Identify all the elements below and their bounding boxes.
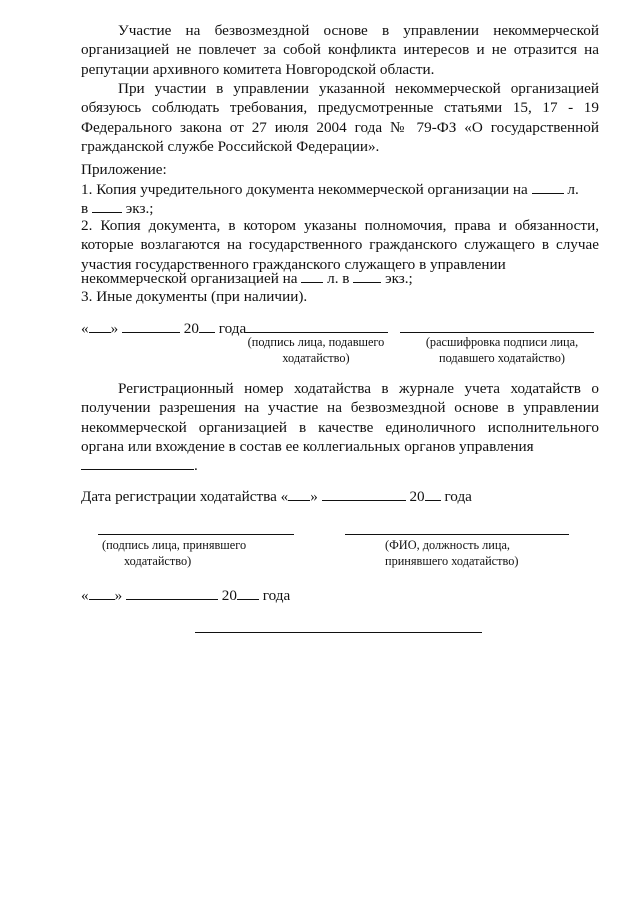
receiver-name-caption: (ФИО, должность лица, принявшего ходатайство)	[385, 538, 519, 568]
attachment-item-3: 3. Иные документы (при наличии).	[81, 288, 308, 305]
bottom-signature-line[interactable]	[195, 632, 482, 633]
reg-month-blank[interactable]	[322, 486, 406, 501]
applicant-signature-caption: (подпись лица, подавшего ходатайство)	[247, 335, 385, 365]
doc-copies-blank[interactable]	[353, 268, 381, 283]
final-day-blank[interactable]	[89, 585, 115, 600]
attachment-item-1: 1. Копия учредительного документа некоммерческой организации на л.	[81, 181, 579, 198]
paragraph-no-conflict: Участие на безвозмездной основе в управлении некоммерческой организацией не повлечет за собой конфликта интересов и не отразится на репутации архивного комитета Новгородской области.	[81, 22, 599, 78]
registration-number-blank[interactable]	[81, 455, 194, 470]
year-blank[interactable]	[199, 318, 215, 333]
final-date-line: « » 20 года	[81, 587, 291, 604]
attachment-item-2: 2. Копия документа, в котором указаны полномочия, права и обязанности, которые возлагаются на государственного гражданского служащего в случае участия государственного гражданского служащего в управлении	[81, 217, 599, 273]
receiver-signature-caption: (подпись лица, принявшего ходатайство)	[102, 538, 247, 568]
paragraph-obligation: При участии в управлении указанной некоммерческой организацией обязуюсь соблюдать требования, предусмотренные статьями 15, 17 - 19 Федерального закона от 27 июля 2004 года № 79-ФЗ «О государственной гражданской службе Российской Федерации».	[81, 80, 599, 155]
applicant-signature-line[interactable]	[245, 332, 388, 333]
final-month-blank[interactable]	[126, 585, 218, 600]
receiver-signature-line[interactable]	[98, 534, 294, 535]
signature-decoding-caption: (расшифровка подписи лица, подавшего ходатайство)	[425, 335, 579, 365]
reg-year-blank[interactable]	[425, 486, 441, 501]
attachment-item-1-copies: в экз.;	[81, 200, 154, 217]
registration-number-line: .	[81, 455, 198, 475]
signature-decoding-line[interactable]	[400, 332, 594, 333]
month-blank[interactable]	[122, 318, 180, 333]
reg-day-blank[interactable]	[288, 486, 310, 501]
registration-date-line: Дата регистрации ходатайства « » 20 года	[81, 488, 472, 505]
applicant-date-line: « » 20 года	[81, 320, 247, 337]
attachment-item-2-end: некоммерческой организацией на л. в экз.;	[81, 270, 413, 287]
receiver-name-line[interactable]	[345, 534, 569, 535]
doc-pages-blank[interactable]	[301, 268, 323, 283]
paragraph-registration: Регистрационный номер ходатайства в журнале учета ходатайств о получении разрешения на участие на безвозмездной основе в управлении некоммерческой организацией в качестве единоличного исполнительного органа или вхождение в состав ее коллегиальных органов управления	[81, 380, 599, 455]
final-year-blank[interactable]	[237, 585, 259, 600]
pages-count-blank[interactable]	[532, 179, 564, 194]
attachments-heading: Приложение:	[81, 161, 167, 178]
day-blank[interactable]	[89, 318, 111, 333]
copies-count-blank[interactable]	[92, 198, 122, 213]
